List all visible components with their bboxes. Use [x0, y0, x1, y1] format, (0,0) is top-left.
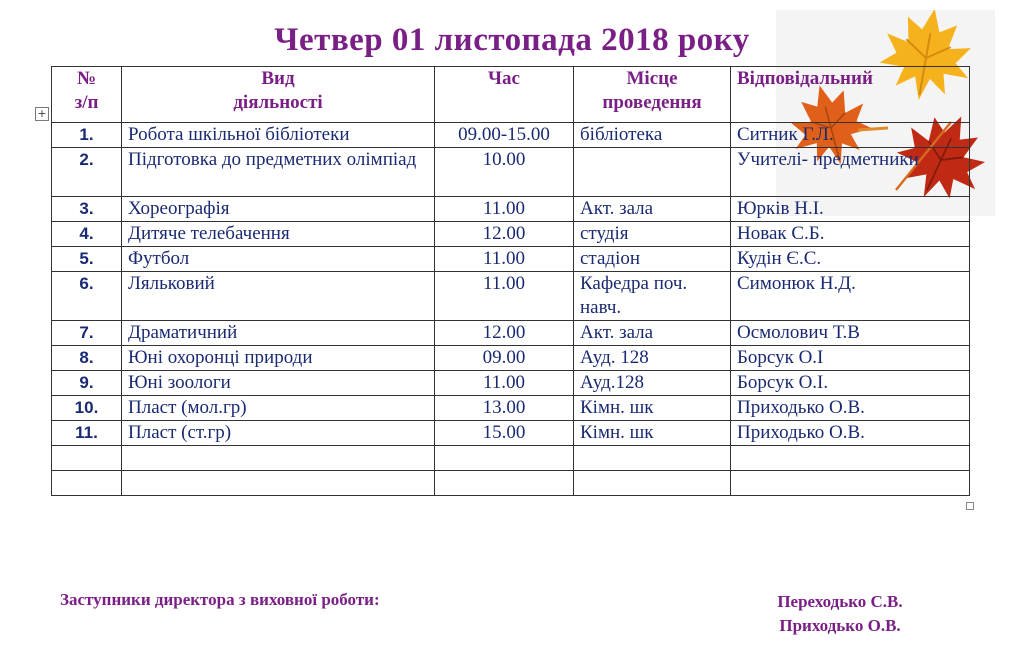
- row-place: Ауд.128: [574, 371, 731, 396]
- header-num: [52, 67, 122, 123]
- row-activity: Робота шкільної бібліотеки: [122, 123, 435, 148]
- table-row: [52, 123, 970, 148]
- row-place: Кафедра поч. навч.: [574, 272, 731, 321]
- empty-cell: [435, 471, 574, 496]
- table-row: [52, 346, 970, 371]
- table-row: [52, 421, 970, 446]
- row-num: 3.: [52, 197, 122, 222]
- row-num: 8.: [52, 346, 122, 371]
- table-row: [52, 247, 970, 272]
- row-activity: Пласт (ст.гр): [122, 421, 435, 446]
- row-num: 5.: [52, 247, 122, 272]
- empty-cell: [574, 471, 731, 496]
- header-activity-line2: діяльності: [233, 92, 323, 113]
- row-activity: Футбол: [122, 247, 435, 272]
- table-row-empty: [52, 471, 970, 496]
- row-responsible: Юрків Н.І.: [731, 197, 970, 222]
- footer-name: Приходько О.В.: [779, 616, 901, 635]
- row-time: 11.00: [435, 247, 574, 272]
- row-time: 11.00: [435, 197, 574, 222]
- header-responsible-label: Відповідальний: [737, 68, 873, 89]
- empty-cell: [52, 446, 122, 471]
- table-row: [52, 222, 970, 247]
- table-row: [52, 396, 970, 421]
- empty-cell: [122, 471, 435, 496]
- empty-cell: [574, 446, 731, 471]
- row-activity: Юні охоронці природи: [122, 346, 435, 371]
- header-activity-line1: Вид: [261, 68, 295, 89]
- row-time: 10.00: [435, 148, 574, 197]
- empty-cell: [52, 471, 122, 496]
- table-move-handle-icon[interactable]: +: [35, 107, 49, 121]
- row-place: студія: [574, 222, 731, 247]
- row-time: 11.00: [435, 272, 574, 321]
- row-place: стадіон: [574, 247, 731, 272]
- row-time: 12.00: [435, 321, 574, 346]
- row-responsible: Ситник Г.Л.: [731, 123, 970, 148]
- schedule-table: [51, 66, 970, 496]
- header-place: [574, 67, 731, 123]
- row-responsible: Борсук О.І.: [731, 371, 970, 396]
- table-resize-handle-icon[interactable]: [966, 502, 974, 510]
- row-activity: Хореографія: [122, 197, 435, 222]
- row-time: 09.00: [435, 346, 574, 371]
- row-place: Кімн. шк: [574, 396, 731, 421]
- row-responsible: Приходько О.В.: [731, 396, 970, 421]
- table-header-row: [52, 67, 970, 123]
- footer-signatories: [700, 590, 980, 638]
- row-time: 12.00: [435, 222, 574, 247]
- header-num-line1: №: [76, 68, 97, 89]
- row-responsible: Кудін Є.С.: [731, 247, 970, 272]
- row-activity: Ляльковий: [122, 272, 435, 321]
- row-activity: Юні зоологи: [122, 371, 435, 396]
- header-activity: [122, 67, 435, 123]
- row-place: [574, 148, 731, 197]
- row-place: Кімн. шк: [574, 421, 731, 446]
- header-time: [435, 67, 574, 123]
- row-activity: Дитяче телебачення: [122, 222, 435, 247]
- row-time: 09.00-15.00: [435, 123, 574, 148]
- page-title: Четвер 01 листопада 2018 року: [274, 22, 750, 58]
- row-activity: Драматичний: [122, 321, 435, 346]
- empty-cell: [122, 446, 435, 471]
- row-responsible: Осмолович Т.В: [731, 321, 970, 346]
- row-responsible: Симонюк Н.Д.: [731, 272, 970, 321]
- row-responsible: Новак С.Б.: [731, 222, 970, 247]
- table-row: [52, 197, 970, 222]
- row-responsible: Борсук О.І: [731, 346, 970, 371]
- row-num: 7.: [52, 321, 122, 346]
- footer-label: Заступники директора з виховної роботи:: [60, 590, 380, 609]
- header-time-label: Час: [488, 68, 520, 89]
- empty-cell: [731, 446, 970, 471]
- row-time: 11.00: [435, 371, 574, 396]
- row-place: Акт. зала: [574, 321, 731, 346]
- empty-cell: [731, 471, 970, 496]
- row-num: 6.: [52, 272, 122, 321]
- table-row: [52, 148, 970, 197]
- table-row: [52, 321, 970, 346]
- row-place: бібліотека: [574, 123, 731, 148]
- row-activity: Підготовка до предметних олімпіад: [122, 148, 435, 197]
- table-row-empty: [52, 446, 970, 471]
- table-row: [52, 272, 970, 321]
- row-place: Акт. зала: [574, 197, 731, 222]
- row-place: Ауд. 128: [574, 346, 731, 371]
- row-time: 13.00: [435, 396, 574, 421]
- row-responsible: Учителі- предметники: [731, 148, 970, 197]
- row-num: 4.: [52, 222, 122, 247]
- footer-name: Переходько С.В.: [777, 592, 903, 611]
- table-row: [52, 371, 970, 396]
- empty-cell: [435, 446, 574, 471]
- row-num: 2.: [52, 148, 122, 197]
- row-num: 9.: [52, 371, 122, 396]
- row-num: 11.: [52, 421, 122, 446]
- header-place-line2: проведення: [602, 92, 702, 113]
- row-num: 1.: [52, 123, 122, 148]
- row-responsible: Приходько О.В.: [731, 421, 970, 446]
- header-num-line2: з/п: [74, 92, 99, 113]
- header-place-line1: Місце: [626, 68, 678, 89]
- row-num: 10.: [52, 396, 122, 421]
- row-time: 15.00: [435, 421, 574, 446]
- header-responsible: [731, 67, 970, 123]
- row-activity: Пласт (мол.гр): [122, 396, 435, 421]
